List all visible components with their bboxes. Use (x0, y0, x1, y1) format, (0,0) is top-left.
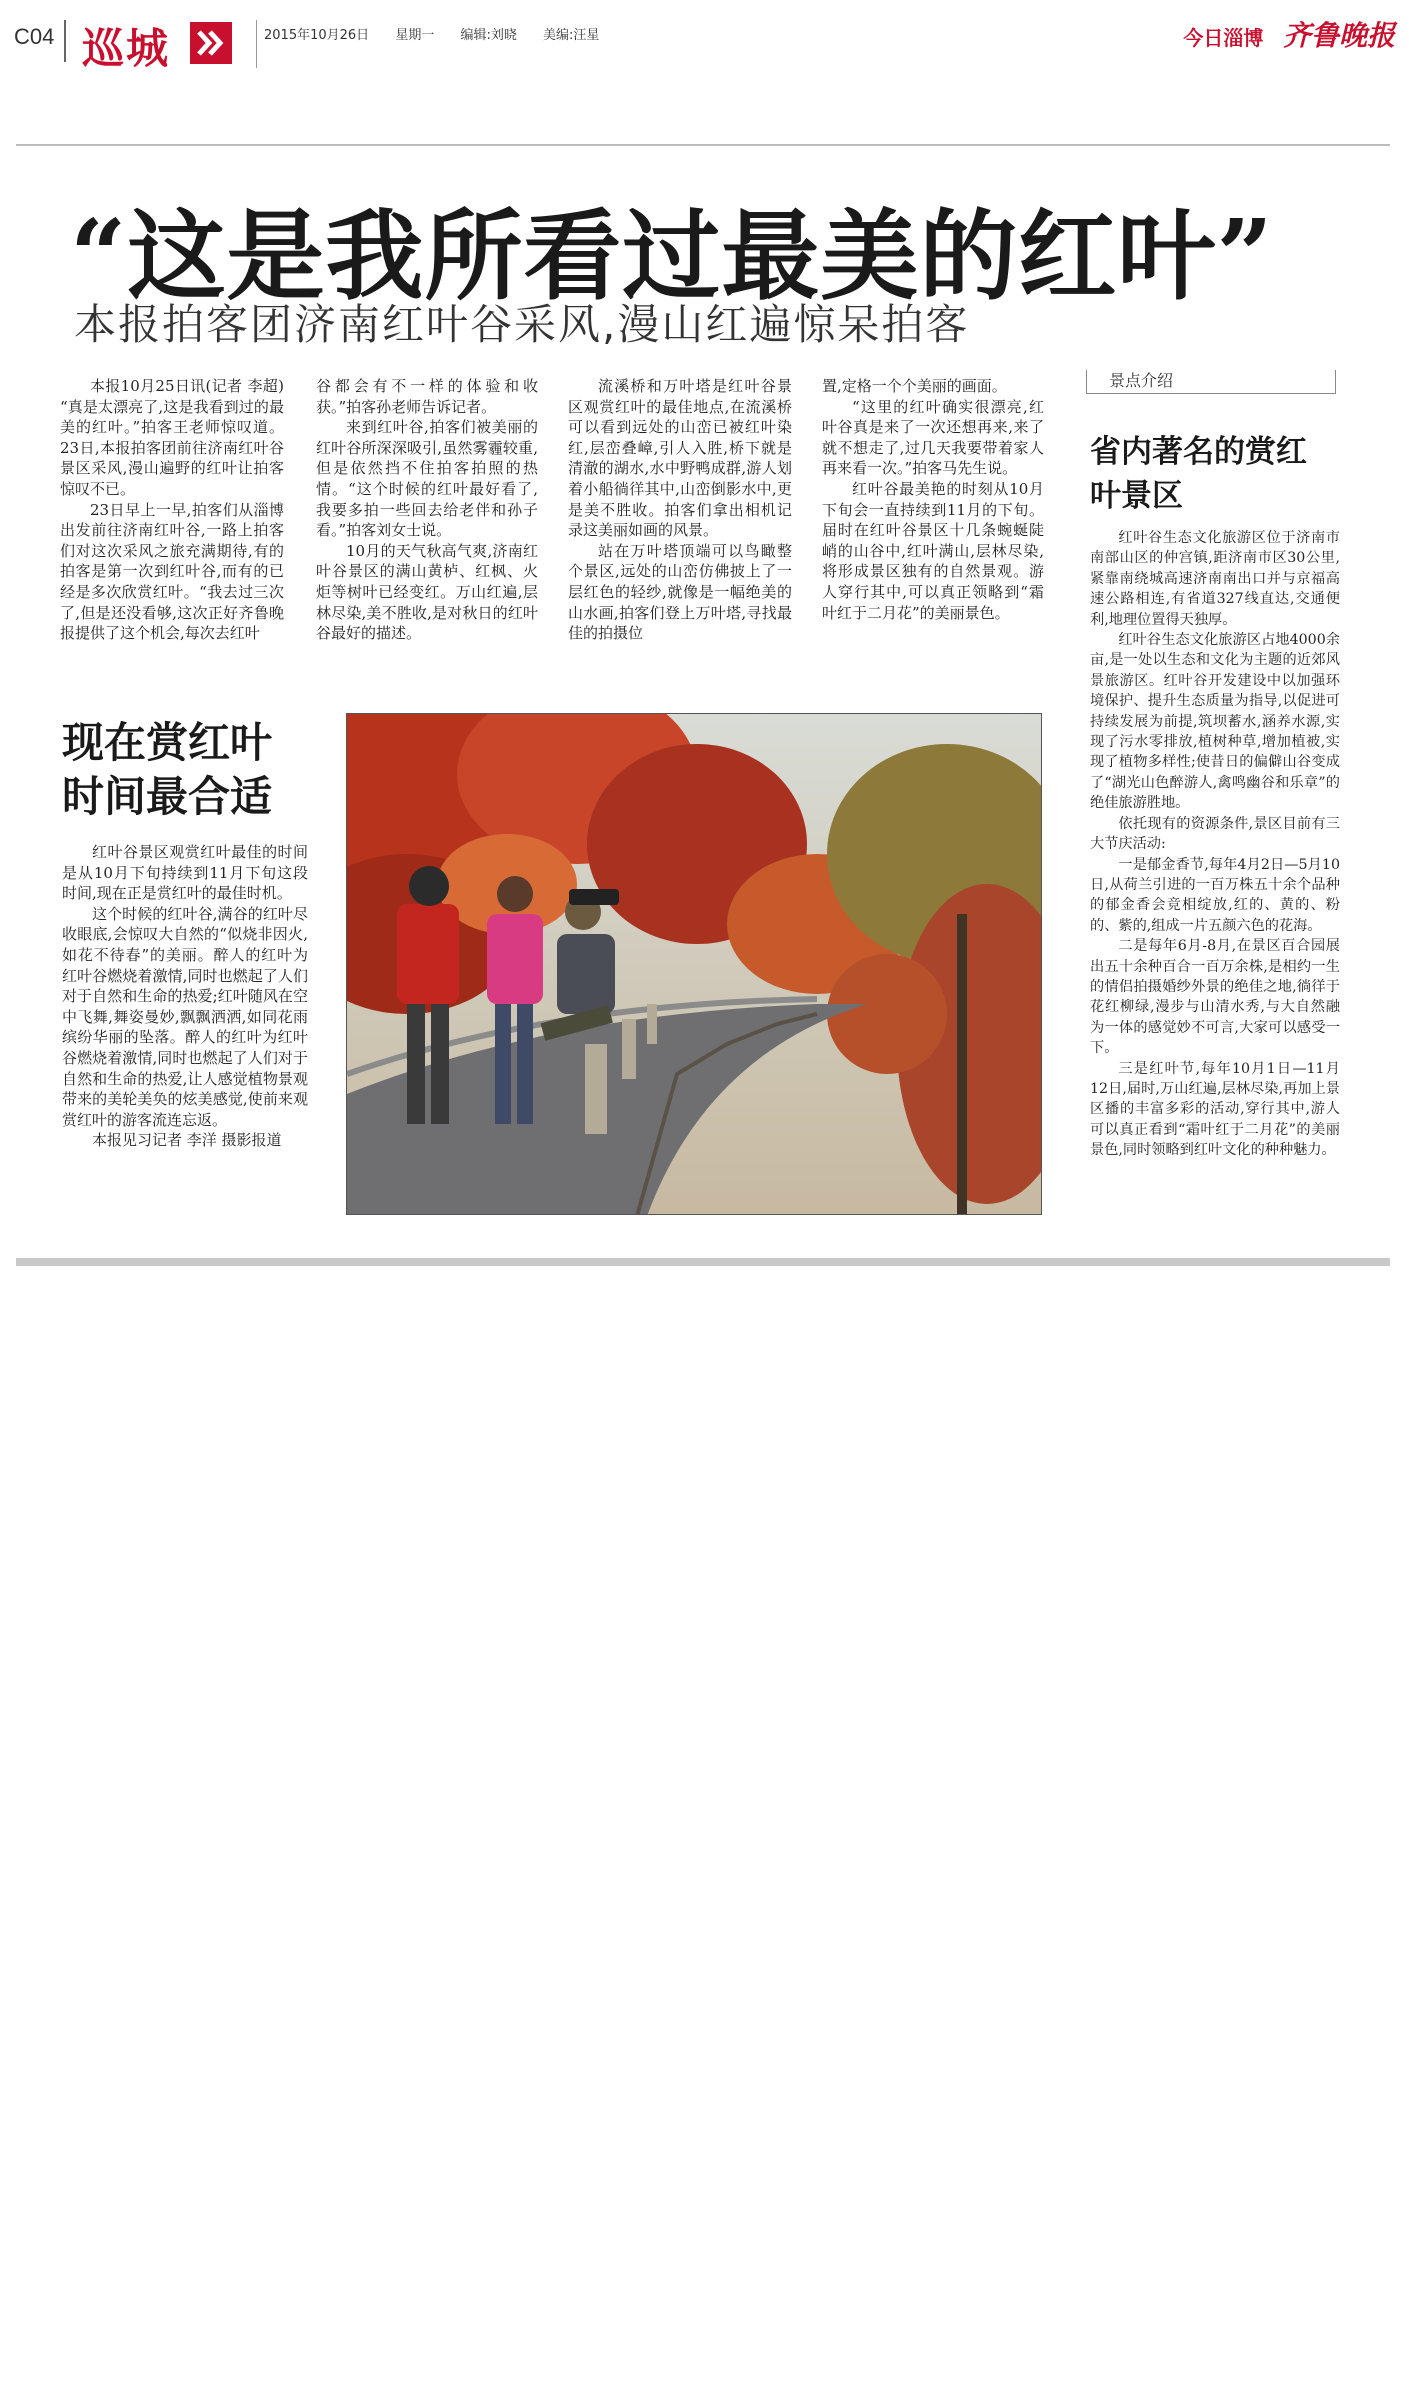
paragraph: 依托现有的资源条件,景区目前有三大节庆活动: (1090, 815, 1340, 853)
header-divider (64, 20, 66, 62)
main-headline: “这是我所看过最美的红叶” (70, 199, 1274, 314)
paragraph: 红叶谷生态文化旅游区占地4000余亩,是一处以生态和文化为主题的近郊风景旅游区。红叶谷开发建设中以加强环境保护、提升生态质量为指导,以促进可持续发展为前提,筑坝蓄水,涵养水源,实现了污水零排放,植树种草,增加植被,实现了植物多样性;使昔日的偏僻山谷变成了“湖光山色醉游人,禽鸣幽谷和乐章”的绝佳旅游胜地。 (1090, 632, 1340, 812)
story2-body (62, 842, 308, 1151)
double-chevron-right-icon (190, 22, 232, 64)
issue-date: 2015年10月26日 (264, 28, 370, 43)
sidebar-headline: 省内著名的赏红叶景区 (1090, 434, 1307, 514)
sidebar-body (1090, 528, 1340, 1161)
masthead-logo: 齐鲁晚报 (1282, 19, 1395, 52)
news-photo (346, 713, 1042, 1215)
page-number: C04 (14, 24, 55, 49)
paragraph: 10月的天气秋高气爽,济南红叶谷景区的满山黄栌、红枫、火炬等树叶已经变红。万山红遍,层林尽染,美不胜收,是对秋日的红叶谷最好的描述。 (316, 541, 538, 643)
header-rule (16, 144, 1390, 146)
photo-illustration (347, 714, 1042, 1215)
paragraph: 二是每年6月-8月,在景区百合园展出五十余种百合一百万余株,是相约一生的情侣拍摄婚纱外景的绝佳之地,徜徉于花红柳绿,漫步与山清水秀,与大自然融为一体的感觉妙不可言,大家可以感受一下。 (1090, 938, 1340, 1057)
issue-editor: 编辑:刘晓 (460, 28, 517, 43)
paragraph: 这个时候的红叶谷,满谷的红叶尽收眼底,会惊叹大自然的“似烧非因火,如花不待春”的美丽。醉人的红叶为红叶谷燃烧着激情,同时也燃起了人们对于自然和生命的热爱;红叶随风在空中飞舞,舞姿曼妙,飘飘洒洒,如同花雨缤纷华丽的坠落。醉人的红叶为红叶谷燃烧着激情,同时也燃起了人们对于自然和生命的热爱,让人感觉植物景观带来的美轮美奂的炫美感觉,使前来观赏红叶的游客流连忘返。 (62, 904, 308, 1129)
article-column-3 (568, 376, 792, 644)
section-title: 巡城 (82, 24, 171, 73)
paragraph: 站在万叶塔顶端可以鸟瞰整个景区,远处的山峦仿佛披上了一层红色的轻纱,就像是一幅绝美的山水画,拍客们登上万叶塔,寻找最佳的拍摄位 (568, 541, 792, 643)
paragraph: 来到红叶谷,拍客们被美丽的红叶谷所深深吸引,虽然雾霾较重,但是依然挡不住拍客拍照的热情。“这个时候的红叶最好看了,我要多拍一些回去给老伴和孙子看。”拍客刘女士说。 (316, 418, 538, 540)
byline: 本报见习记者 李洋 摄影报道 (92, 1131, 282, 1150)
paragraph: 一是郁金香节,每年4月2日—5月10日,从荷兰引进的一百万株五十余个品种的郁金香会竞相绽放,红的、黄的、粉的、紫的,组成一片五颜六色的花海。 (1090, 856, 1340, 934)
issue-meta (264, 24, 621, 43)
main-subhead: 本报拍客团济南红叶谷采风,漫山红遍惊呆拍客 (74, 300, 970, 349)
paragraph: 置,定格一个个美丽的画面。 (822, 377, 1007, 395)
story2-headline: 现在赏红叶时间最合适 (62, 718, 273, 821)
footer-rule (16, 1258, 1390, 1266)
article-column-4 (822, 376, 1044, 623)
header-divider-2 (256, 20, 257, 68)
paragraph: 流溪桥和万叶塔是红叶谷景区观赏红叶的最佳地点,在流溪桥可以看到远处的山峦已被红叶染红,层峦叠嶂,引人入胜,桥下就是清澈的湖水,水中野鸭成群,游人划着小船徜徉其中,山峦倒影水中,更是美不胜收。拍客们拿出相机记录这美丽如画的风景。 (568, 377, 792, 540)
sidebar-tag: 景点介绍 (1086, 370, 1336, 394)
paragraph: “这里的红叶确实很漂亮,红叶谷真是来了一次还想再来,来了就不想走了,过几天我要带着家人再来看一次。”拍客马先生说。 (822, 397, 1044, 478)
issue-weekday: 星期一 (395, 28, 435, 43)
masthead (1183, 14, 1395, 54)
paragraph: 本报10月25日讯(记者 李超) “真是太漂亮了,这是我看到过的最美的红叶。”拍客王老师惊叹道。23日,本报拍客团前往济南红叶谷景区采风,漫山遍野的红叶让拍客惊叹不已。 (60, 377, 284, 498)
paragraph: 三是红叶节,每年10月1日—11月12日,届时,万山红遍,层林尽染,再加上景区播的丰富多彩的活动,穿行其中,游人可以真正看到“霜叶红于二月花”的美丽景色,同时领略到红叶文化的种种魅力。 (1090, 1060, 1340, 1159)
paragraph: 红叶谷生态文化旅游区位于济南市南部山区的仲宫镇,距济南市区30公里,紧靠南绕城高速济南南出口并与京福高速公路相连,有省道327线直达,交通便利,地理位置得天独厚。 (1090, 530, 1340, 628)
article-column-2 (316, 376, 538, 644)
paragraph: 谷都会有不一样的体验和收获。”拍客孙老师告诉记者。 (316, 377, 538, 416)
issue-designer: 美编:汪星 (543, 28, 600, 43)
paragraph: 红叶谷最美艳的时刻从10月下旬会一直持续到11月的下旬。届时在红叶谷景区十几条蜿蜒陡峭的山谷中,红叶满山,层林尽染,将形成景区独有的自然景观。游人穿行其中,可以真正领略到“霜叶红于二月花”的美丽景色。 (822, 479, 1044, 622)
paragraph: 红叶谷景区观赏红叶最佳的时间是从10月下旬持续到11月下旬这段时间,现在正是赏红叶的最佳时机。 (62, 843, 308, 903)
article-column-1 (60, 376, 284, 644)
masthead-edition: 今日淄博 (1183, 26, 1264, 50)
paragraph: 23日早上一早,拍客们从淄博出发前往济南红叶谷,一路上拍客们对这次采风之旅充满期待,有的拍客是第一次到红叶谷,而有的已经是多次欣赏红叶。“我去过三次了,但是还没看够,这次正好齐鲁晚报提供了这个机会,每次去红叶 (60, 500, 284, 643)
